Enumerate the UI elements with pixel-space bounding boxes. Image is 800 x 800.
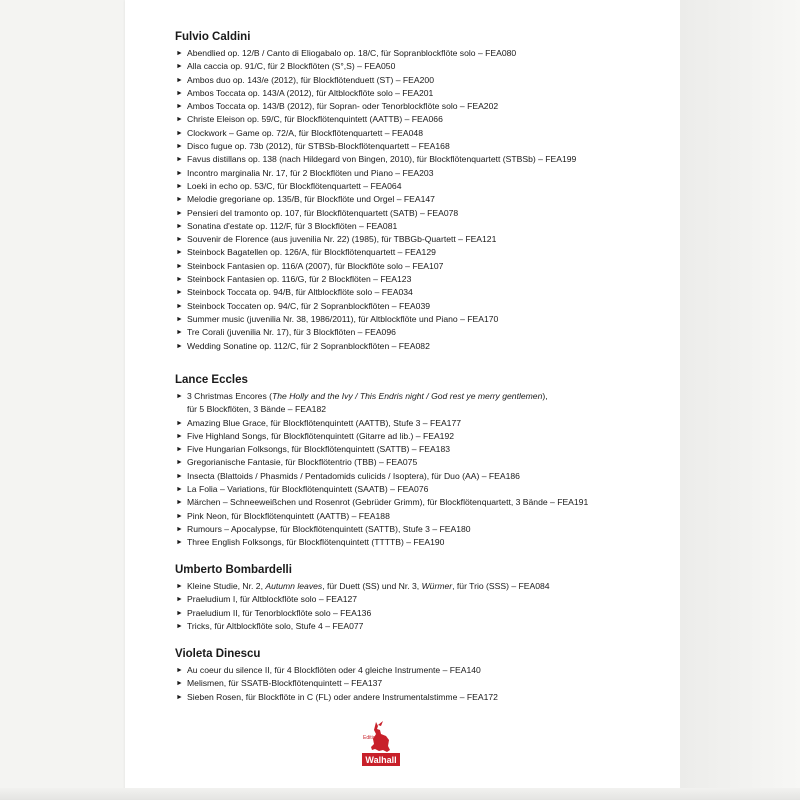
list-item bbox=[175, 220, 675, 233]
bullet-icon: ► bbox=[176, 499, 183, 507]
work-list bbox=[175, 593, 675, 633]
bullet-icon: ► bbox=[176, 236, 183, 244]
bullet-icon: ► bbox=[176, 262, 183, 270]
list-item bbox=[175, 260, 675, 273]
item-text: Five Highland Songs, für Blockflötenquintett (Gitarre ad lib.) – FEA192 bbox=[187, 430, 455, 441]
bullet-icon: ► bbox=[176, 393, 183, 400]
list-item bbox=[175, 510, 675, 523]
section-fulvio-caldini bbox=[175, 30, 675, 353]
item-text: Tricks, für Altblockflöte solo, Stufe 4 – FEA077 bbox=[187, 620, 364, 631]
item-text: Pensieri del tramonto op. 107, für Blockflötenquartett (SATB) – FEA078 bbox=[187, 207, 459, 218]
bullet-icon: ► bbox=[176, 156, 183, 164]
item-text: Steinbock Fantasien op. 116/G, für 2 Blockflöten – FEA123 bbox=[187, 274, 412, 285]
list-item bbox=[175, 300, 675, 313]
item-text: Au coeur du silence II, für 4 Blockflöten oder 4 gleiche Instrumente – FEA140 bbox=[187, 665, 481, 675]
list-item bbox=[175, 313, 675, 326]
composer-heading: Violeta Dinescu bbox=[175, 648, 261, 660]
list-item bbox=[175, 677, 675, 690]
work-list-first bbox=[175, 580, 675, 593]
list-item bbox=[175, 286, 675, 299]
list-item bbox=[175, 47, 675, 60]
bullet-icon: ► bbox=[176, 459, 183, 467]
list-item bbox=[175, 127, 675, 140]
bullet-icon: ► bbox=[176, 276, 183, 284]
item-text: Ambos duo op. 143/e (2012), für Blockflötenduett (ST) – FEA200 bbox=[187, 74, 434, 85]
item-text: Three English Folksongs, für Blockflötenquintett (TTTTB) – FEA190 bbox=[187, 537, 445, 548]
bullet-icon: ► bbox=[176, 315, 183, 323]
list-item bbox=[175, 246, 675, 259]
item-text-p2: , für Duett (SS) und Nr. 3, bbox=[322, 581, 422, 591]
bullet-icon: ► bbox=[176, 486, 183, 494]
item-text: Praeludium I, für Altblockflöte solo – FEA127 bbox=[187, 594, 358, 605]
list-item bbox=[175, 496, 675, 509]
list-item bbox=[175, 664, 675, 677]
bullet-icon: ► bbox=[176, 525, 183, 533]
publisher-logo bbox=[359, 720, 403, 770]
composer-heading: Lance Eccles bbox=[175, 374, 248, 386]
bullet-icon: ► bbox=[176, 622, 183, 630]
item-text-italic: The Holly and the Ivy / This Endris night / God rest ye merry gentlemen bbox=[272, 391, 543, 401]
item-text: Loeki in echo op. 53/C, für Blockflötenquartett – FEA064 bbox=[187, 180, 402, 191]
list-item bbox=[175, 207, 675, 220]
bullet-icon: ► bbox=[176, 342, 183, 350]
item-text: Christe Eleison op. 59/C, für Blockflötenquintett (AATTB) – FEA066 bbox=[187, 114, 443, 125]
logo-small-text: Edition bbox=[363, 735, 379, 741]
item-text: Rumours – Apocalypse, für Blockflötenquintett (SATTB), Stufe 3 – FEA180 bbox=[187, 523, 471, 534]
item-text: Alla caccia op. 91/C, für 2 Blockflöten (S°,S) – FEA050 bbox=[187, 61, 396, 72]
item-text: Steinbock Toccaten op. 94/C, für 2 Sopranblockflöten – FEA039 bbox=[187, 300, 431, 311]
list-item bbox=[175, 233, 675, 246]
bullet-icon: ► bbox=[176, 512, 183, 520]
bullet-icon: ► bbox=[176, 89, 183, 97]
list-item bbox=[175, 536, 675, 549]
list-item bbox=[175, 470, 675, 483]
list-item bbox=[175, 607, 675, 620]
item-text-p1: Kleine Studie, Nr. 2, bbox=[187, 581, 266, 591]
item-text-i2: Würmer bbox=[421, 581, 453, 591]
composer-heading: Umberto Bombardelli bbox=[175, 564, 292, 576]
item-text-p3: , für Trio (SSS) – FEA084 bbox=[452, 581, 550, 591]
item-text: Melismen, für SSATB-Blockflötenquintett – FEA137 bbox=[187, 678, 383, 689]
list-item bbox=[175, 153, 675, 166]
bullet-icon: ► bbox=[176, 472, 183, 480]
item-text: Clockwork – Game op. 72/A, für Blockflötenquartett – FEA048 bbox=[187, 127, 423, 138]
item-text: Gregorianische Fantasie, für Blockflötentrio (TBB) – FEA075 bbox=[187, 457, 418, 468]
item-text: Insecta (Blattoids / Phasmids / Pentadomids culicids / Isoptera), für Duo (AA) – FEA186 bbox=[187, 470, 520, 481]
bullet-icon: ► bbox=[176, 50, 183, 57]
list-item bbox=[175, 140, 675, 153]
list-item bbox=[175, 193, 675, 206]
item-text: Incontro marginalia Nr. 17, für 2 Blockflöten und Piano – FEA203 bbox=[187, 167, 434, 178]
bullet-icon: ► bbox=[176, 446, 183, 454]
bullet-icon: ► bbox=[176, 196, 183, 204]
item-text: Abendlied op. 12/B / Canto di Eliogabalo op. 18/C, für Sopranblockflöte solo – FEA080 bbox=[187, 48, 517, 58]
section-violeta-dinescu bbox=[175, 647, 675, 704]
item-text: Steinbock Bagatellen op. 126/A, für Blockflötenquartett – FEA129 bbox=[187, 247, 436, 258]
item-text: Ambos Toccata op. 143/B (2012), für Sopran- oder Tenorblockflöte solo – FEA202 bbox=[187, 101, 499, 112]
bullet-icon: ► bbox=[176, 116, 183, 124]
list-item bbox=[175, 167, 675, 180]
section-lance-eccles bbox=[175, 373, 675, 550]
list-item bbox=[175, 430, 675, 443]
walhall-logo-icon bbox=[359, 720, 403, 770]
bullet-icon: ► bbox=[176, 63, 183, 71]
item-text: Ambos Toccata op. 143/A (2012), für Altblockflöte solo – FEA201 bbox=[187, 87, 434, 98]
item-text: Wedding Sonatine op. 112/C, für 2 Sopranblockflöten – FEA082 bbox=[187, 340, 430, 351]
list-item bbox=[175, 273, 675, 286]
item-text: Favus distillans op. 138 (nach Hildegard von Bingen, 2010), für Blockflötenquartett (STBSb) – FEA199 bbox=[187, 154, 577, 165]
composer-heading: Fulvio Caldini bbox=[175, 31, 251, 43]
list-item bbox=[175, 417, 675, 430]
bullet-icon: ► bbox=[176, 419, 183, 427]
section-umberto-bombardelli bbox=[175, 563, 675, 633]
bullet-icon: ► bbox=[176, 182, 183, 190]
bullet-icon: ► bbox=[176, 249, 183, 257]
item-text-post: ), bbox=[542, 391, 548, 401]
bullet-icon: ► bbox=[176, 583, 183, 590]
item-text-pre: 3 Christmas Encores ( bbox=[187, 391, 273, 401]
bullet-icon: ► bbox=[176, 289, 183, 297]
bullet-icon: ► bbox=[176, 329, 183, 337]
item-text: Five Hungarian Folksongs, für Blockflötenquintett (SATTB) – FEA183 bbox=[187, 444, 451, 455]
bullet-icon: ► bbox=[176, 129, 183, 137]
bullet-icon: ► bbox=[176, 667, 183, 674]
list-item bbox=[175, 60, 675, 73]
bullet-icon: ► bbox=[176, 539, 183, 547]
list-item bbox=[175, 87, 675, 100]
item-text: Märchen – Schneeweißchen und Rosenrot (Gebrüder Grimm), für Blockflötenquartett, 3 Bände – FEA191 bbox=[187, 497, 589, 508]
page-edge-shadow bbox=[680, 0, 800, 800]
list-item bbox=[175, 180, 675, 193]
item-text: Disco fugue op. 73b (2012), für STBSb-Blockflötenquartett – FEA168 bbox=[187, 141, 450, 152]
bullet-icon: ► bbox=[176, 596, 183, 604]
item-text: Melodie gregoriane op. 135/B, für Blockflöte und Orgel – FEA147 bbox=[187, 194, 435, 205]
bullet-icon: ► bbox=[176, 432, 183, 440]
work-list bbox=[175, 664, 675, 704]
item-text: Steinbock Toccata op. 94/B, für Altblockflöte solo – FEA034 bbox=[187, 287, 413, 298]
list-item bbox=[175, 390, 675, 403]
item-text-i1: Autumn leaves bbox=[265, 581, 323, 591]
item-text: Tre Corali (juvenilia Nr. 17), für 3 Blockflöten – FEA096 bbox=[187, 327, 396, 338]
bullet-icon: ► bbox=[176, 693, 183, 701]
list-item bbox=[175, 100, 675, 113]
bullet-icon: ► bbox=[176, 302, 183, 310]
list-item bbox=[175, 74, 675, 87]
work-list-first bbox=[175, 390, 675, 417]
list-item bbox=[175, 593, 675, 606]
page-bottom-shadow bbox=[0, 788, 800, 800]
list-item bbox=[175, 620, 675, 633]
item-text: Sieben Rosen, für Blockflöte in C (FL) oder andere Instrumentalstimme – FEA172 bbox=[187, 691, 498, 702]
bullet-icon: ► bbox=[176, 169, 183, 177]
bullet-icon: ► bbox=[176, 76, 183, 84]
item-text: Summer music (juvenilia Nr. 38, 1986/2011), für Altblockflöte und Piano – FEA170 bbox=[187, 313, 499, 324]
item-text: Steinbock Fantasien op. 116/A (2007), für Blockflöte solo – FEA107 bbox=[187, 260, 444, 271]
list-item-continuation bbox=[175, 403, 675, 416]
list-item bbox=[175, 483, 675, 496]
list-item bbox=[175, 113, 675, 126]
item-text: Amazing Blue Grace, für Blockflötenquintett (AATTB), Stufe 3 – FEA177 bbox=[187, 417, 462, 428]
item-text: Pink Neon, für Blockflötenquintett (AATTB) – FEA188 bbox=[187, 510, 390, 521]
list-item bbox=[175, 443, 675, 456]
list-item bbox=[175, 456, 675, 469]
list-item bbox=[175, 340, 675, 353]
list-item bbox=[175, 523, 675, 536]
bullet-icon: ► bbox=[176, 103, 183, 111]
list-item bbox=[175, 326, 675, 339]
bullet-icon: ► bbox=[176, 143, 183, 151]
item-text: für 5 Blockflöten, 3 Bände – FEA182 bbox=[187, 404, 327, 415]
list-item bbox=[175, 691, 675, 704]
bullet-icon: ► bbox=[176, 609, 183, 617]
bullet-icon: ► bbox=[176, 680, 183, 688]
bullet-icon: ► bbox=[176, 209, 183, 217]
item-text: La Folia – Variations, für Blockflötenquintett (SAATB) – FEA076 bbox=[187, 484, 429, 495]
item-text: Sonatina d'estate op. 112/F, für 3 Blockflöten – FEA081 bbox=[187, 220, 398, 231]
item-text: Souvenir de Florence (aus juvenilia Nr. 22) (1985), für TBBGb-Quartett – FEA121 bbox=[187, 234, 497, 245]
logo-brand-text: Walhall bbox=[365, 755, 397, 765]
work-list bbox=[175, 47, 675, 353]
work-list bbox=[175, 417, 675, 550]
list-item bbox=[175, 580, 675, 593]
bullet-icon: ► bbox=[176, 222, 183, 230]
item-text: Praeludium II, für Tenorblockflöte solo – FEA136 bbox=[187, 607, 372, 618]
